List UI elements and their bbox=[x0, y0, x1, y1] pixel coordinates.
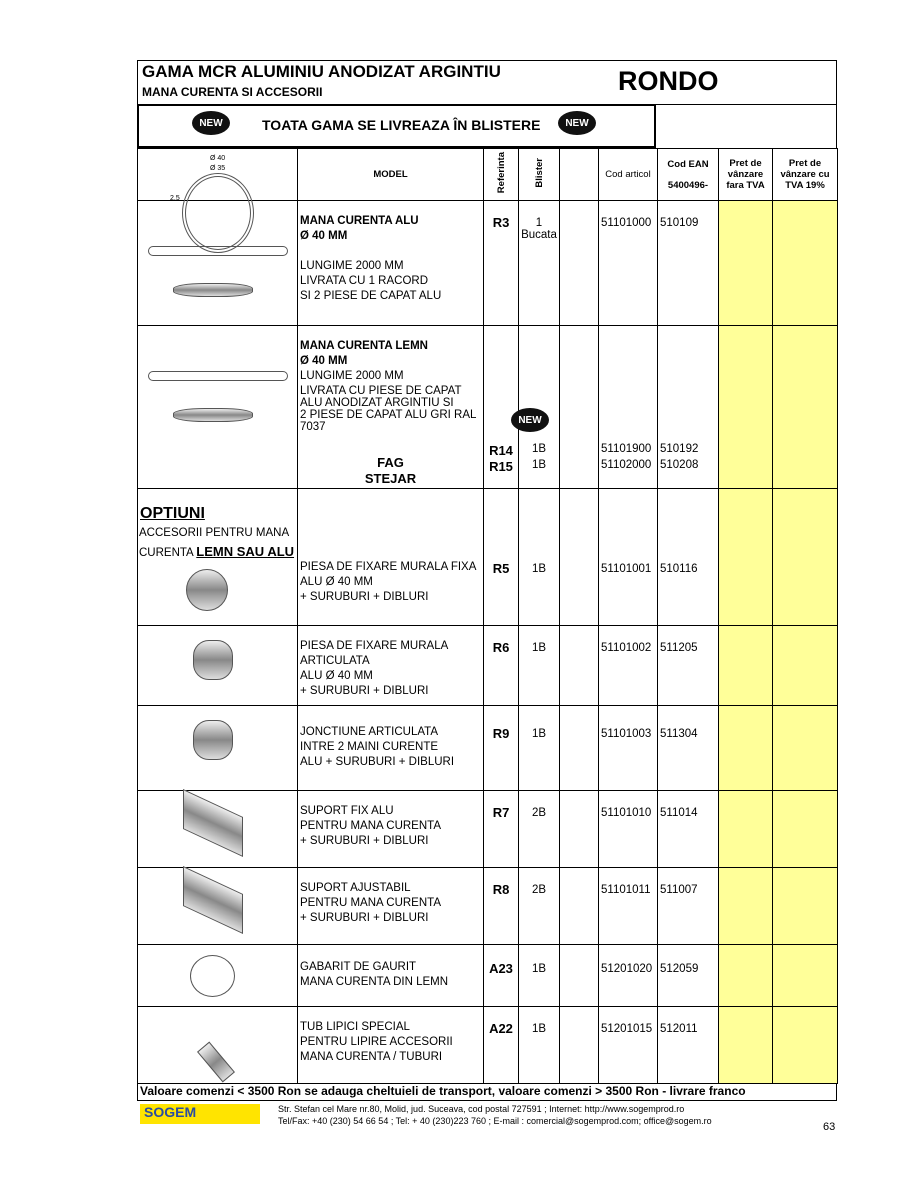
ean-cell bbox=[658, 706, 719, 791]
variant-name: STEJAR bbox=[364, 471, 417, 486]
col-blister bbox=[519, 149, 560, 201]
options-title: OPTIUNI bbox=[140, 505, 205, 522]
col-model: MODEL bbox=[298, 149, 484, 201]
model-line: + SURUBURI + DIBLURI bbox=[300, 591, 429, 603]
bracket-image bbox=[183, 789, 243, 857]
model-line: + SURUBURI + DIBLURI bbox=[300, 685, 429, 697]
blister-qty: 1B bbox=[531, 1023, 547, 1035]
blister-cell bbox=[519, 706, 560, 791]
ean-code: 511014 bbox=[660, 807, 698, 819]
image-cell bbox=[138, 868, 298, 945]
banner-right-cell bbox=[656, 104, 837, 148]
ref-cell bbox=[484, 868, 519, 945]
reference: R5 bbox=[492, 561, 510, 576]
article-code: 51101010 bbox=[601, 807, 652, 819]
product-row bbox=[138, 326, 838, 489]
new-badge-icon: NEW bbox=[192, 111, 230, 135]
price-no-vat-cell[interactable] bbox=[719, 489, 773, 626]
cod-cell bbox=[599, 489, 658, 626]
article-code: 51101003 bbox=[601, 728, 652, 740]
price-vat-cell[interactable] bbox=[773, 945, 838, 1007]
model-line bbox=[300, 245, 481, 260]
address-line: Str. Stefan cel Mare nr.80, Molid, jud. Suceava, cod postal 727591 ; Internet: http://www.sogemprod.ro bbox=[278, 1104, 685, 1114]
model-line: JONCTIUNE ARTICULATA bbox=[300, 726, 439, 738]
article-code: 51201020 bbox=[601, 963, 653, 975]
blister-cell bbox=[519, 326, 560, 489]
ref-cell bbox=[484, 626, 519, 706]
model-line: PIESA DE FIXARE MURALA FIXA bbox=[300, 561, 477, 573]
company-address bbox=[278, 1103, 712, 1127]
product-row bbox=[138, 706, 838, 791]
reference: R9 bbox=[492, 726, 510, 741]
blister-qty: 1B bbox=[531, 563, 547, 575]
ean-code: 512011 bbox=[660, 1023, 698, 1035]
blister-qty: 2B bbox=[531, 807, 547, 819]
price-no-vat-cell[interactable] bbox=[719, 326, 773, 489]
reference: R7 bbox=[492, 805, 510, 820]
price-no-vat-cell[interactable] bbox=[719, 1007, 773, 1084]
ean-cell bbox=[658, 489, 719, 626]
model-cell bbox=[298, 945, 484, 1007]
variant-ean: 510192 bbox=[660, 443, 699, 455]
options-line2a: CURENTA bbox=[139, 547, 197, 559]
product-row bbox=[138, 626, 838, 706]
blister-cell bbox=[519, 791, 560, 868]
col-ean bbox=[658, 149, 719, 201]
col-ean-label: Cod EAN bbox=[667, 158, 709, 170]
model-line: ALU Ø 40 MM bbox=[300, 670, 373, 682]
article-code: 51101011 bbox=[601, 884, 651, 896]
variant-ean: 510208 bbox=[660, 459, 699, 471]
ref-cell bbox=[484, 1007, 519, 1084]
price-vat-cell[interactable] bbox=[773, 201, 838, 326]
model-line: LUNGIME 2000 MM bbox=[300, 370, 404, 382]
model-line: + SURUBURI + DIBLURI bbox=[300, 835, 429, 847]
model-line: SUPORT AJUSTABIL bbox=[300, 882, 411, 894]
profile-circle-icon bbox=[182, 173, 254, 253]
cod-cell bbox=[599, 945, 658, 1007]
ean-cell bbox=[658, 326, 719, 489]
col-ean-prefix: 5400496- bbox=[667, 179, 709, 191]
glue-tube-image bbox=[197, 1042, 235, 1083]
ref-cell bbox=[484, 706, 519, 791]
price-vat-cell[interactable] bbox=[773, 489, 838, 626]
image-cell bbox=[138, 706, 298, 791]
model-line: SI 2 PIESE DE CAPAT ALU bbox=[300, 290, 442, 302]
cod-cell bbox=[599, 791, 658, 868]
reference: R8 bbox=[492, 882, 510, 897]
rail-image bbox=[148, 371, 288, 381]
variant-ref: R14 bbox=[489, 443, 513, 458]
new-badge-icon: NEW bbox=[558, 111, 596, 135]
model-line: MANA CURENTA / TUBURI bbox=[300, 1051, 443, 1063]
reference: R6 bbox=[492, 640, 510, 655]
options-line1: ACCESORII PENTRU MANA bbox=[139, 527, 290, 539]
price-no-vat-cell[interactable] bbox=[719, 706, 773, 791]
model-line: INTRE 2 MAINI CURENTE bbox=[300, 741, 439, 753]
blister-qty: 1B bbox=[531, 963, 547, 975]
model-line: MANA CURENTA ALU bbox=[300, 215, 419, 227]
price-vat-cell[interactable] bbox=[773, 1007, 838, 1084]
model-line: + SURUBURI + DIBLURI bbox=[300, 912, 429, 924]
drill-gauge-image bbox=[190, 955, 235, 997]
blister-qty: 2B bbox=[531, 884, 547, 896]
price-vat-cell[interactable] bbox=[773, 706, 838, 791]
end-cap-image bbox=[173, 408, 253, 422]
empty-cell bbox=[560, 201, 599, 326]
ref-cell bbox=[484, 489, 519, 626]
image-cell bbox=[138, 945, 298, 1007]
model-line: LIVRATA CU 1 RACORD bbox=[300, 275, 429, 287]
variant-name: FAG bbox=[377, 455, 404, 470]
article-code: 51101000 bbox=[601, 217, 652, 229]
article-code: 51101002 bbox=[601, 642, 652, 654]
blister-qty: 1B bbox=[531, 728, 547, 740]
product-table bbox=[137, 148, 838, 1084]
model-line: Ø 40 MM bbox=[300, 355, 348, 367]
options-line2 bbox=[139, 544, 294, 559]
model-line: GABARIT DE GAURIT bbox=[300, 961, 417, 973]
cod-cell bbox=[599, 868, 658, 945]
blister-cell bbox=[519, 489, 560, 626]
ean-cell bbox=[658, 945, 719, 1007]
price-vat-cell[interactable] bbox=[773, 626, 838, 706]
model-line: PENTRU MANA CURENTA bbox=[300, 820, 441, 832]
end-cap-image bbox=[173, 283, 253, 297]
model-line: ARTICULATA bbox=[300, 655, 370, 667]
diameter-35-label: Ø 35 bbox=[210, 165, 226, 172]
joint-image bbox=[193, 640, 233, 680]
image-cell bbox=[138, 1007, 298, 1084]
price-vat-cell[interactable] bbox=[773, 868, 838, 945]
new-badge-icon: NEW bbox=[511, 408, 549, 432]
ean-code: 510116 bbox=[660, 563, 698, 575]
image-cell bbox=[138, 326, 298, 489]
product-row bbox=[138, 1007, 838, 1084]
sogem-logo: SOGEM bbox=[140, 1104, 260, 1124]
article-code: 51201015 bbox=[601, 1023, 653, 1035]
page-title: GAMA MCR ALUMINIU ANODIZAT ARGINTIU bbox=[142, 62, 501, 81]
model-line: LIVRATA CU PIESE DE CAPAT ALU ANODIZAT ARGINTIU SI bbox=[300, 385, 462, 409]
model-cell bbox=[298, 791, 484, 868]
variant-cod: 51102000 bbox=[601, 459, 652, 471]
article-code: 51101001 bbox=[601, 563, 652, 575]
blister-cell bbox=[519, 626, 560, 706]
cod-cell bbox=[599, 201, 658, 326]
variant-blister: 1B bbox=[531, 443, 547, 455]
price-no-vat-cell[interactable] bbox=[719, 945, 773, 1007]
joint-image bbox=[193, 720, 233, 760]
ref-cell bbox=[484, 201, 519, 326]
model-line: 2 PIESE DE CAPAT ALU GRI RAL 7037 bbox=[300, 409, 476, 433]
model-line: MANA CURENTA LEMN bbox=[300, 340, 428, 352]
col-empty bbox=[560, 149, 599, 201]
ean-code: 510109 bbox=[660, 217, 699, 229]
diagram-cell bbox=[138, 149, 298, 201]
ean-cell bbox=[658, 201, 719, 326]
price-vat-cell[interactable] bbox=[773, 326, 838, 489]
empty-cell bbox=[560, 489, 599, 626]
ref-cell bbox=[484, 326, 519, 489]
blister-qty: 1 Bucata bbox=[521, 217, 557, 241]
banner-text: TOATA GAMA SE LIVREAZA ÎN BLISTERE bbox=[262, 117, 541, 133]
bracket-image bbox=[183, 866, 243, 934]
model-line: PENTRU LIPIRE ACCESORII bbox=[300, 1036, 453, 1048]
product-row bbox=[138, 868, 838, 945]
blister-qty: 1B bbox=[531, 642, 547, 654]
model-cell bbox=[298, 489, 484, 626]
reference: A23 bbox=[489, 961, 513, 976]
empty-cell bbox=[560, 945, 599, 1007]
variant-cod: 51101900 bbox=[601, 443, 652, 455]
blister-cell bbox=[519, 201, 560, 326]
ean-code: 511007 bbox=[660, 884, 698, 896]
col-ref bbox=[484, 149, 519, 201]
ean-cell bbox=[658, 791, 719, 868]
col-cod: Cod articol bbox=[599, 149, 658, 201]
diameter-40-label: Ø 40 bbox=[210, 155, 226, 162]
model-line: ALU Ø 40 MM bbox=[300, 576, 373, 588]
col-price-no-vat: Pret de vânzare fara TVA bbox=[719, 149, 773, 201]
image-cell bbox=[138, 626, 298, 706]
ean-code: 512059 bbox=[660, 963, 699, 975]
ean-cell bbox=[658, 868, 719, 945]
col-price-vat: Pret de vânzare cu TVA 19% bbox=[773, 149, 838, 201]
cod-cell bbox=[599, 1007, 658, 1084]
thickness-label: 2,5 bbox=[170, 195, 180, 202]
wall-bracket-image bbox=[186, 569, 228, 611]
ean-code: 511205 bbox=[660, 642, 698, 654]
ean-code: 511304 bbox=[660, 728, 698, 740]
contact-line: Tel/Fax: +40 (230) 54 66 54 ; Tel: + 40 (230)223 760 ; E-mail : comercial@sogemprod.com; office@sogem.ro bbox=[278, 1116, 712, 1126]
model-cell bbox=[298, 626, 484, 706]
ref-cell bbox=[484, 791, 519, 868]
reference: A22 bbox=[489, 1021, 513, 1036]
product-row bbox=[138, 791, 838, 868]
col-ref-label: Referinta bbox=[495, 152, 507, 194]
brand-title: RONDO bbox=[618, 66, 719, 96]
price-no-vat-cell[interactable] bbox=[719, 626, 773, 706]
empty-cell bbox=[560, 1007, 599, 1084]
variant-blister: 1B bbox=[531, 459, 547, 471]
empty-cell bbox=[560, 706, 599, 791]
model-line: SUPORT FIX ALU bbox=[300, 805, 394, 817]
model-line: Ø 40 MM bbox=[300, 230, 348, 242]
empty-cell bbox=[560, 326, 599, 489]
empty-cell bbox=[560, 791, 599, 868]
model-line: PIESA DE FIXARE MURALA bbox=[300, 640, 449, 652]
model-cell bbox=[298, 1007, 484, 1084]
cod-cell bbox=[599, 626, 658, 706]
blister-cell bbox=[519, 868, 560, 945]
cod-cell bbox=[599, 706, 658, 791]
empty-cell bbox=[560, 626, 599, 706]
delivery-note: Valoare comenzi < 3500 Ron se adauga cheltuieli de transport, valoare comenzi > 3500 Ron - livrare franco bbox=[137, 1084, 837, 1101]
price-no-vat-cell[interactable] bbox=[719, 791, 773, 868]
ref-cell bbox=[484, 945, 519, 1007]
col-blister-label: Blister bbox=[533, 158, 545, 188]
page-subtitle: MANA CURENTA SI ACCESORII bbox=[142, 85, 323, 99]
cod-cell bbox=[599, 326, 658, 489]
model-cell bbox=[298, 706, 484, 791]
variant-ref: R15 bbox=[489, 459, 513, 474]
price-no-vat-cell[interactable] bbox=[719, 201, 773, 326]
empty-cell bbox=[560, 868, 599, 945]
blister-cell bbox=[519, 1007, 560, 1084]
model-line: TUB LIPICI SPECIAL bbox=[300, 1021, 410, 1033]
model-line: LUNGIME 2000 MM bbox=[300, 260, 404, 272]
model-line: ALU + SURUBURI + DIBLURI bbox=[300, 756, 455, 768]
model-line: PENTRU MANA CURENTA bbox=[300, 897, 441, 909]
price-no-vat-cell[interactable] bbox=[719, 868, 773, 945]
price-vat-cell[interactable] bbox=[773, 791, 838, 868]
product-row bbox=[138, 945, 838, 1007]
model-cell bbox=[298, 201, 484, 326]
reference: R3 bbox=[492, 215, 510, 230]
options-line2b: LEMN SAU ALU bbox=[196, 544, 295, 559]
page-number: 63 bbox=[823, 1121, 836, 1133]
ean-cell bbox=[658, 1007, 719, 1084]
ean-cell bbox=[658, 626, 719, 706]
model-line: MANA CURENTA DIN LEMN bbox=[300, 976, 449, 988]
image-cell bbox=[138, 791, 298, 868]
model-cell bbox=[298, 868, 484, 945]
blister-cell bbox=[519, 945, 560, 1007]
